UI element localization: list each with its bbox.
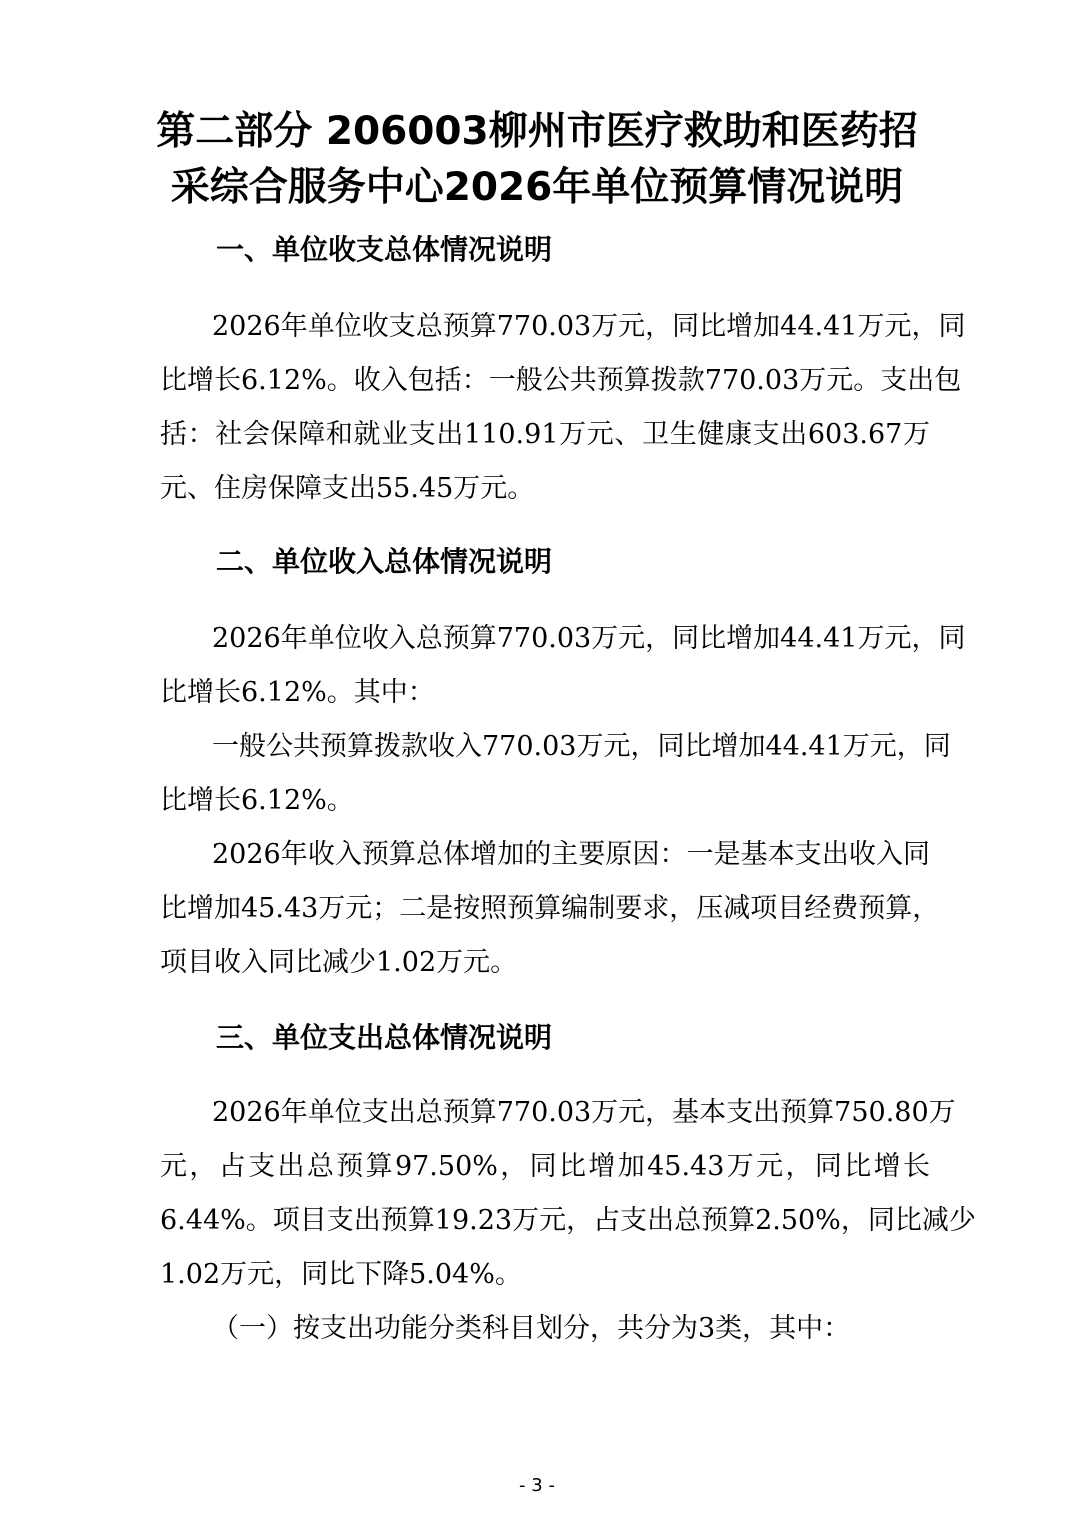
paragraph-line: 元、住房保障支出55.45万元。 — [160, 473, 535, 504]
paragraph-line: 比增加45.43万元；二是按照预算编制要求，压减项目经费预算， — [160, 893, 940, 924]
paragraph-line: 比增长6.12%。收入包括：一般公共预算拨款770.03万元。支出包 — [160, 365, 962, 396]
section-heading-3: 三、单位支出总体情况说明 — [216, 1021, 553, 1054]
paragraph-line: （一）按支出功能分类科目划分，共分为3类，其中： — [212, 1313, 851, 1344]
paragraph-line: 括：社会保障和就业支出110.91万元、卫生健康支出603.67万 — [160, 419, 930, 450]
section2-paragraph-2 — [160, 720, 951, 828]
paragraph-line: 2026年单位收支总预算770.03万元，同比增加44.41万元，同 — [212, 311, 966, 342]
section3-paragraph-1 — [160, 1086, 976, 1302]
title-line-1: 第二部分 206003柳州市医疗救助和医药招 — [156, 109, 918, 154]
paragraph-line: 6.44%。项目支出预算19.23万元，占支出总预算2.50%，同比减少 — [160, 1205, 976, 1236]
section3-paragraph-2 — [160, 1302, 930, 1356]
paragraph-line: 2026年单位支出总预算770.03万元，基本支出预算750.80万 — [212, 1097, 956, 1128]
section-heading-2: 二、单位收入总体情况说明 — [216, 545, 553, 578]
section1-paragraph-1 — [160, 300, 966, 516]
section2-paragraph-1 — [160, 612, 966, 720]
paragraph-line: 比增长6.12%。 — [160, 785, 354, 816]
section-heading-1: 一、单位收支总体情况说明 — [216, 233, 553, 266]
document-title — [100, 104, 974, 216]
paragraph-line: 一般公共预算拨款收入770.03万元，同比增加44.41万元，同 — [212, 731, 951, 762]
paragraph-line: 元，占支出总预算97.50%，同比增加45.43万元，同比增长 — [160, 1151, 930, 1182]
paragraph-line: 项目收入同比减少1.02万元。 — [160, 947, 518, 978]
paragraph-line: 2026年单位收入总预算770.03万元，同比增加44.41万元，同 — [212, 623, 966, 654]
paragraph-line: 比增长6.12%。其中： — [160, 677, 435, 708]
section2-paragraph-3 — [160, 828, 940, 990]
title-line-2: 采综合服务中心2026年单位预算情况说明 — [170, 165, 904, 210]
page-number: - 3 - — [519, 1475, 555, 1496]
paragraph-line: 1.02万元，同比下降5.04%。 — [160, 1259, 522, 1290]
paragraph-line: 2026年收入预算总体增加的主要原因：一是基本支出收入同 — [212, 839, 930, 870]
